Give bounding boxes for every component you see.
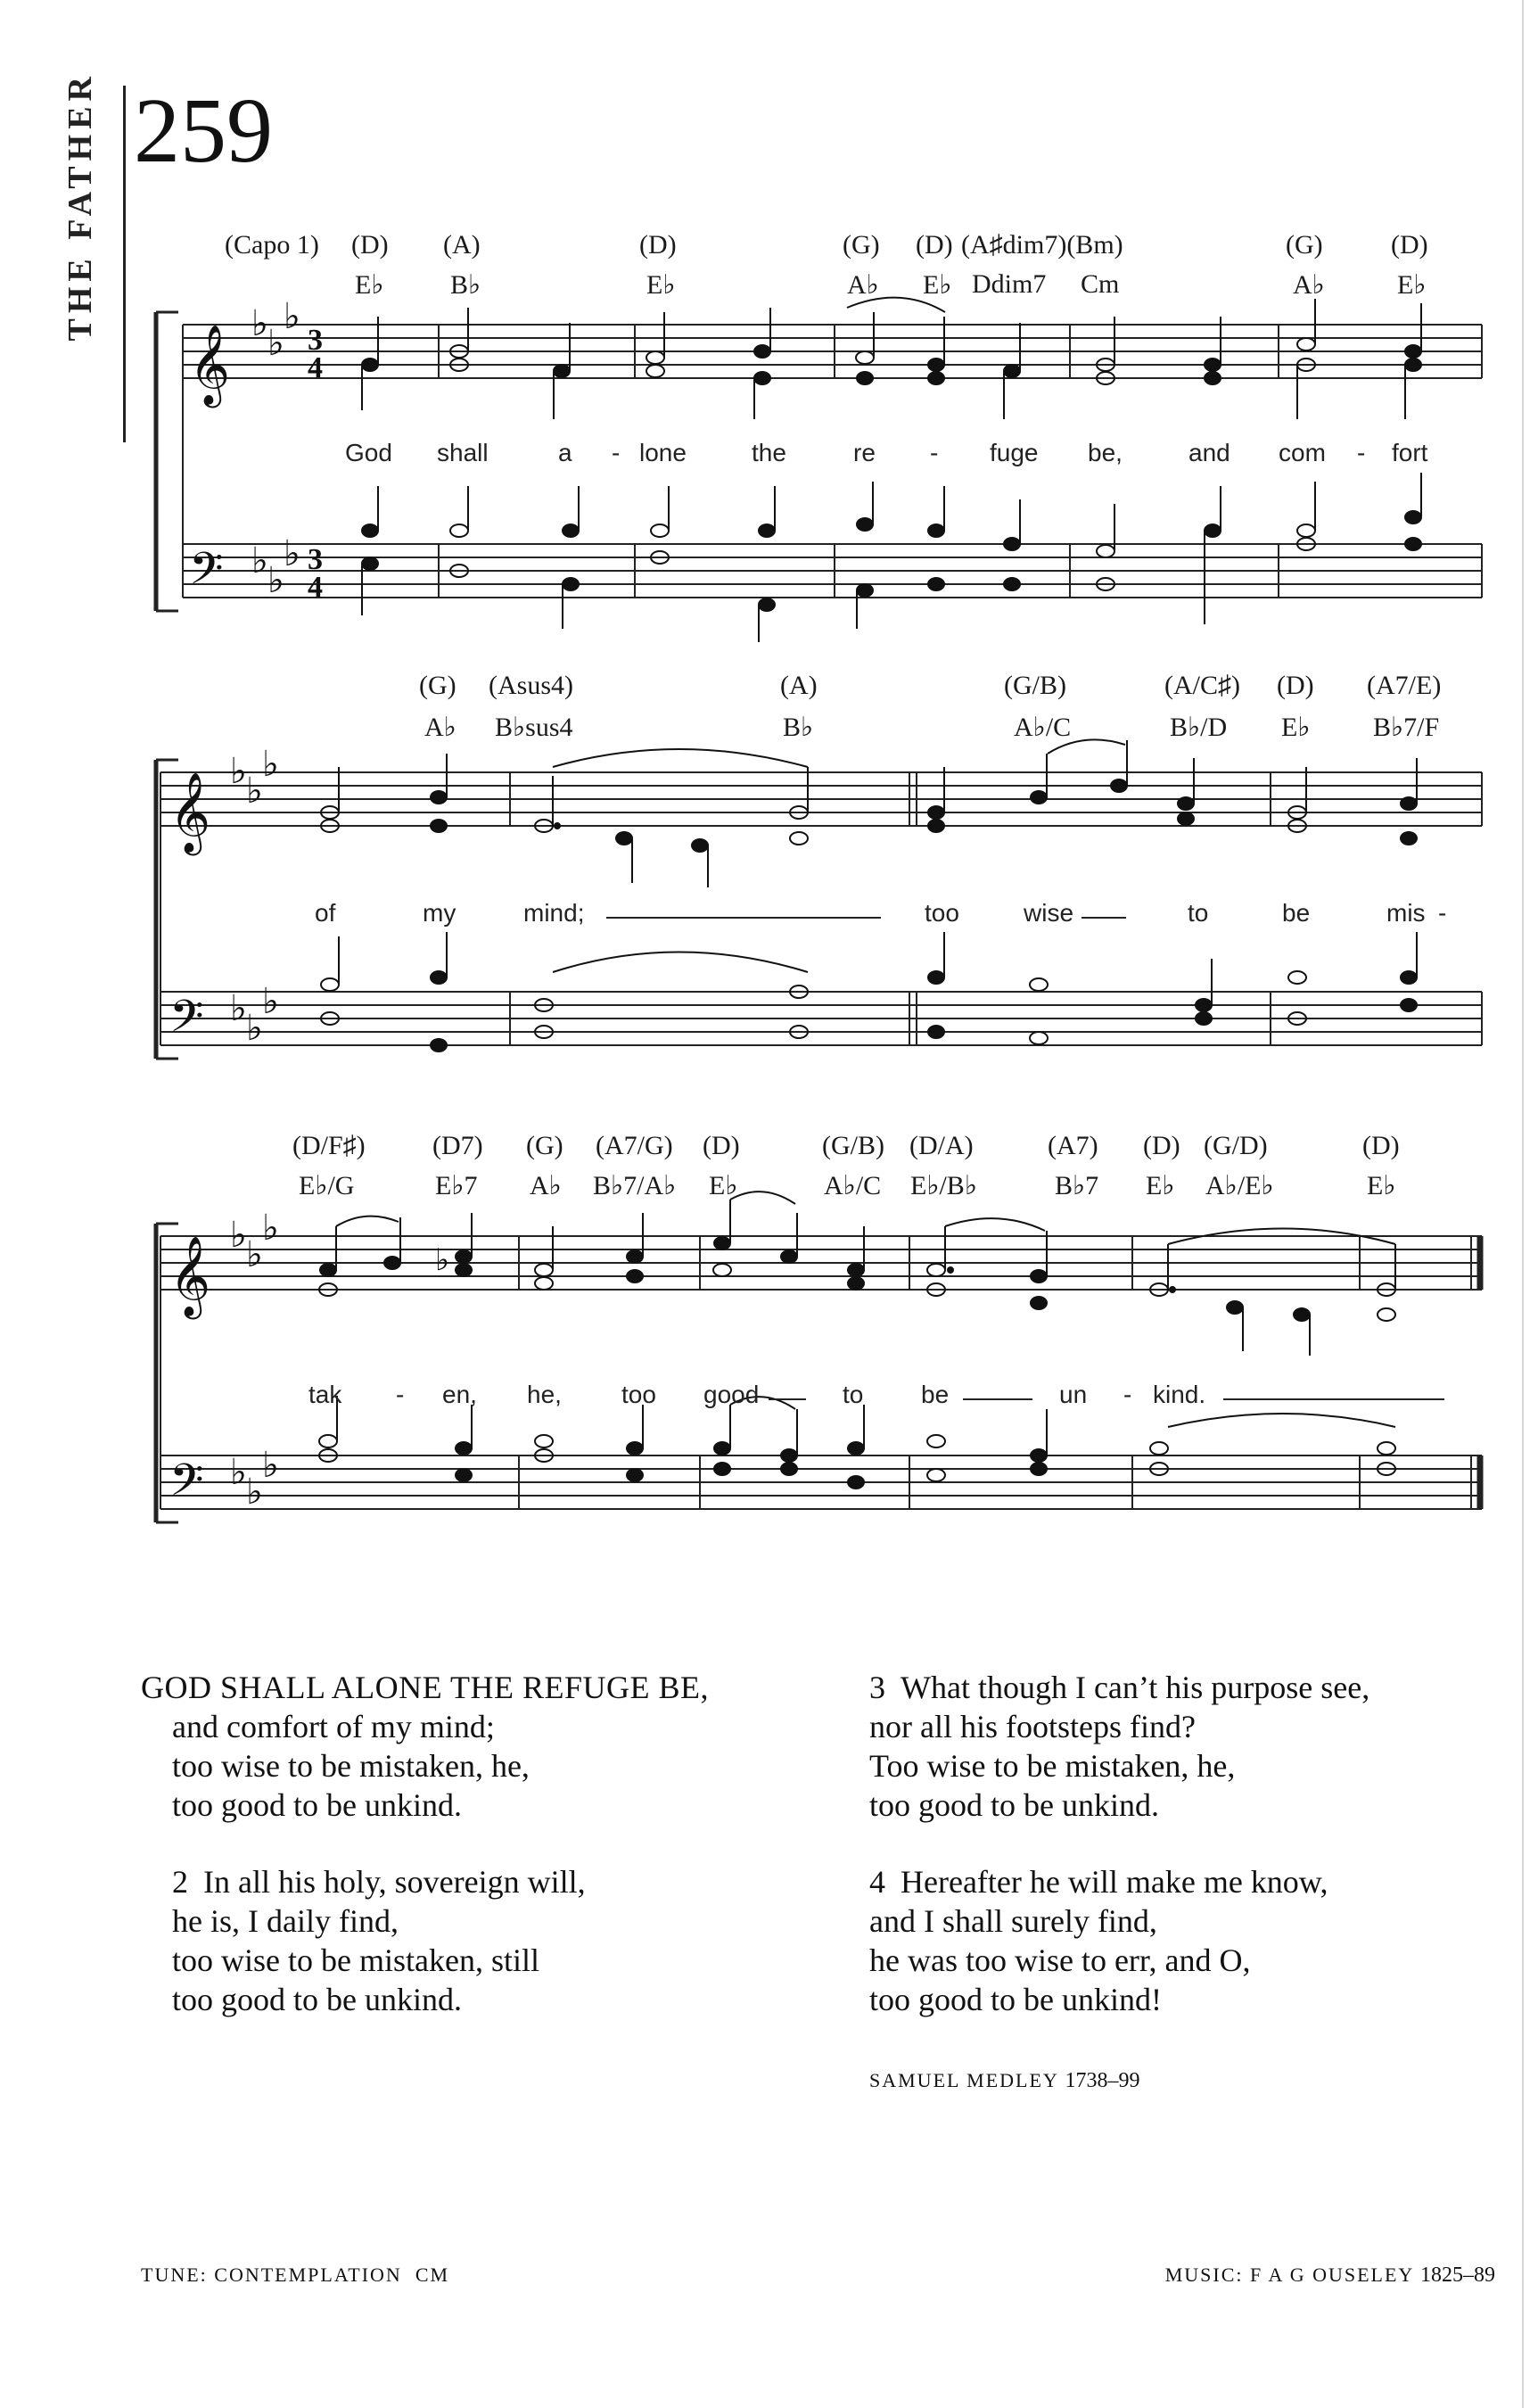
svg-text:♭: ♭: [262, 981, 279, 1022]
melisma-line: [606, 917, 881, 919]
guitar-chord: (G/D): [1204, 1131, 1268, 1160]
chords-row-2: [0, 712, 1538, 744]
system-bracket-1: [156, 312, 183, 611]
lyric: com: [1279, 439, 1326, 466]
chord: B♭: [783, 713, 814, 742]
svg-text:♭: ♭: [251, 303, 268, 344]
bass-staff-3: [160, 1456, 1482, 1509]
section-label-text: THE FATHER: [62, 71, 99, 342]
key-signature-3: [230, 1208, 279, 1513]
chord: A♭: [847, 270, 879, 300]
verse-line: he was too wise to err, and O,: [869, 1942, 1251, 1978]
author-credit: [869, 2069, 1139, 2093]
guitar-chord: (A7): [1048, 1131, 1098, 1160]
lyric: re: [853, 439, 876, 466]
lyric: kind.: [1153, 1381, 1206, 1408]
verse-line: too good to be unkind!: [869, 1982, 1162, 2017]
svg-text:♭: ♭: [246, 771, 263, 812]
guitar-chord: (A): [443, 230, 481, 260]
bass-staff-2: [160, 992, 1482, 1045]
verse-line: too good to be unkind.: [172, 1982, 462, 2017]
lyric: -: [612, 439, 621, 466]
treble-clef-icon: 𝄞: [169, 1236, 211, 1316]
lyric: a: [558, 439, 572, 466]
svg-text:♭: ♭: [230, 1215, 247, 1256]
lyric: and: [1188, 439, 1230, 466]
chord: A♭/C: [824, 1171, 882, 1200]
guitar-chord: (G): [843, 230, 880, 260]
verse-2: [141, 1862, 586, 2019]
guitar-chord: (D): [1362, 1131, 1400, 1160]
lyric: un: [1059, 1381, 1088, 1408]
verse-line: Too wise to be mistaken, he,: [869, 1748, 1236, 1784]
lyric: he,: [527, 1381, 562, 1408]
guitar-chord: (D): [1277, 671, 1314, 700]
guitar-chord: (A7/E): [1367, 671, 1442, 700]
verse-line: too good to be unkind.: [172, 1787, 462, 1823]
svg-text:♭: ♭: [230, 1452, 247, 1493]
treble-clef-icon: 𝄞: [169, 772, 211, 853]
lyric: fort: [1392, 439, 1428, 466]
chord: E♭: [1367, 1171, 1396, 1200]
lyric: fuge: [990, 439, 1039, 466]
lyric: too: [621, 1381, 656, 1408]
lyric: be,: [1088, 439, 1123, 466]
bass-clef-icon: 𝄢: [169, 991, 204, 1053]
verse-line: nor all his footsteps find?: [869, 1709, 1196, 1744]
guitar-chord: (G/B): [822, 1131, 884, 1160]
melisma-line: [1223, 1398, 1444, 1400]
verse-line: In all his holy, sovereign will,: [203, 1864, 586, 1900]
time-signature-1: [308, 324, 323, 604]
lyric: to: [843, 1381, 864, 1408]
chord: E♭: [923, 270, 952, 300]
guitar-chord: (D): [639, 230, 677, 260]
lyric: -: [396, 1381, 405, 1408]
svg-text:3: 3: [308, 324, 323, 357]
svg-text:♭: ♭: [230, 751, 247, 792]
svg-text:♭: ♭: [262, 1208, 279, 1249]
svg-text:♭: ♭: [284, 533, 300, 574]
chord: E♭7: [435, 1171, 478, 1200]
chord: B♭sus4: [495, 713, 573, 742]
key-signature-2: [230, 744, 279, 1049]
chord: A♭: [1293, 270, 1325, 300]
lyric: lone: [639, 439, 687, 466]
chord: B♭: [450, 270, 481, 300]
lyric: good: [703, 1381, 760, 1408]
capo-text: (Capo 1): [225, 230, 319, 260]
verse-line: and comfort of my mind;: [172, 1709, 495, 1744]
chord: A♭: [424, 713, 456, 742]
svg-text:♭: ♭: [230, 988, 247, 1029]
svg-text:♭: ♭: [262, 744, 279, 785]
guitar-chord: (D/F♯): [292, 1131, 366, 1160]
svg-text:♭: ♭: [246, 1008, 263, 1049]
key-signature-1: [251, 296, 300, 601]
svg-text:♭: ♭: [284, 296, 300, 337]
treble-clef-icon: 𝄞: [189, 325, 231, 405]
guitar-chord: (G): [1286, 230, 1323, 260]
treble-staff-2: [160, 772, 1482, 826]
verse-number: 2: [172, 1864, 188, 1900]
music-credit: [1165, 2264, 1495, 2288]
svg-text:4: 4: [308, 571, 323, 604]
chord: E♭: [646, 270, 676, 300]
verse-line: too good to be unkind.: [869, 1787, 1159, 1823]
chord: Ddim7: [972, 269, 1047, 299]
lyric: God: [345, 439, 392, 466]
chord: E♭/G: [299, 1171, 355, 1200]
guitar-chords-row-2: [0, 671, 1538, 703]
verse-4: [838, 1862, 1328, 2019]
guitar-chord: (G/B): [1004, 671, 1066, 700]
guitar-chord: (D): [916, 230, 953, 260]
guitar-chord: (G): [419, 671, 456, 700]
verse-line: What though I can’t his purpose see,: [901, 1670, 1370, 1705]
lyric: be: [1282, 899, 1311, 927]
guitar-chord: (A♯dim7)(Bm): [961, 230, 1123, 260]
chord: E♭: [1281, 713, 1311, 742]
lyric: the: [752, 439, 786, 466]
lyric: mind;: [523, 899, 585, 927]
verse-line: too wise to be mistaken, still: [172, 1942, 539, 1978]
chord: E♭: [709, 1171, 738, 1200]
chord: B♭7: [1055, 1171, 1099, 1200]
guitar-chord: (G): [526, 1131, 563, 1160]
chord: A♭: [530, 1171, 562, 1200]
chords-row-3: [0, 1170, 1538, 1202]
guitar-chord: (Asus4): [489, 671, 573, 700]
guitar-chord: (A): [780, 671, 818, 700]
lyric: -: [930, 439, 939, 466]
melisma-line: [1082, 917, 1126, 919]
svg-text:4: 4: [308, 351, 323, 384]
lyric: too: [925, 899, 959, 927]
verse-line: GOD SHALL ALONE THE REFUGE BE,: [141, 1670, 709, 1705]
chord: B♭7/A♭: [593, 1171, 677, 1200]
svg-text:♭: ♭: [251, 540, 268, 581]
lyric: be: [921, 1381, 950, 1408]
melisma-line: [769, 1398, 806, 1400]
verse-line: too wise to be mistaken, he,: [172, 1748, 530, 1784]
guitar-chord: (A/C♯): [1164, 671, 1240, 700]
chord: B♭7/F: [1373, 713, 1440, 742]
chord: B♭/D: [1170, 713, 1228, 742]
bass-staff-1: [183, 544, 1482, 598]
guitar-chord: (D): [1391, 230, 1428, 260]
bass-clef-icon: 𝄢: [169, 1455, 204, 1517]
guitar-chord: (A7/G): [596, 1131, 673, 1160]
lyric: shall: [437, 439, 489, 466]
hymn-number: 259: [134, 79, 273, 182]
guitar-chord: (D): [351, 230, 389, 260]
guitar-chords-row-3: [0, 1131, 1538, 1163]
verse-line: Hereafter he will make me know,: [901, 1864, 1328, 1900]
svg-text:♭: ♭: [262, 1445, 279, 1486]
chord: E♭/B♭: [910, 1171, 977, 1200]
music-composer: MUSIC: F A G OUSELEY: [1164, 2264, 1414, 2286]
svg-text:♭: ♭: [435, 1242, 450, 1278]
lyric: -: [1123, 1381, 1132, 1408]
notes-system-1: [362, 298, 1421, 642]
author-dates: 1738–99: [1065, 2069, 1140, 2092]
guitar-chord: (D): [703, 1131, 740, 1160]
svg-text:♭: ♭: [246, 1472, 263, 1513]
music-dates: 1825–89: [1420, 2264, 1495, 2287]
lyric: mis: [1386, 899, 1426, 927]
melisma-line: [963, 1398, 1032, 1400]
verse-line: he is, I daily find,: [172, 1903, 399, 1939]
chord: A♭/E♭: [1205, 1171, 1274, 1200]
guitar-chord: (D/A): [909, 1131, 974, 1160]
author-name: SAMUEL MEDLEY: [869, 2069, 1058, 2091]
tune-credit: TUNE: CONTEMPLATION CM: [141, 2264, 450, 2286]
svg-text:♭: ♭: [246, 1234, 263, 1275]
lyric: to: [1188, 899, 1209, 927]
verse-number: 3: [869, 1670, 885, 1705]
lyric: tak: [308, 1381, 342, 1408]
verse-line: and I shall surely find,: [869, 1903, 1157, 1939]
lyric: -: [1438, 899, 1447, 927]
svg-text:♭: ♭: [267, 323, 284, 364]
lyric: wise: [1024, 899, 1074, 927]
chord: A♭/C: [1014, 713, 1072, 742]
chord: E♭: [1146, 1171, 1175, 1200]
verse-3: [838, 1668, 1369, 1825]
lyric: my: [423, 899, 456, 927]
lyric: of: [315, 899, 336, 927]
svg-text:♭: ♭: [267, 560, 284, 601]
lyric: en,: [442, 1381, 477, 1408]
verse-1: [141, 1668, 709, 1825]
chord: Cm: [1081, 269, 1120, 299]
chord: E♭: [355, 270, 384, 300]
guitar-chord: (D): [1143, 1131, 1180, 1160]
bass-clef-icon: 𝄢: [189, 543, 224, 606]
guitar-chord: (D7): [432, 1131, 483, 1160]
lyric: -: [1357, 439, 1366, 466]
treble-staff-3: [160, 1236, 1482, 1290]
chord: E♭: [1397, 270, 1427, 300]
verse-number: 4: [869, 1864, 885, 1900]
svg-text:3: 3: [308, 543, 323, 576]
